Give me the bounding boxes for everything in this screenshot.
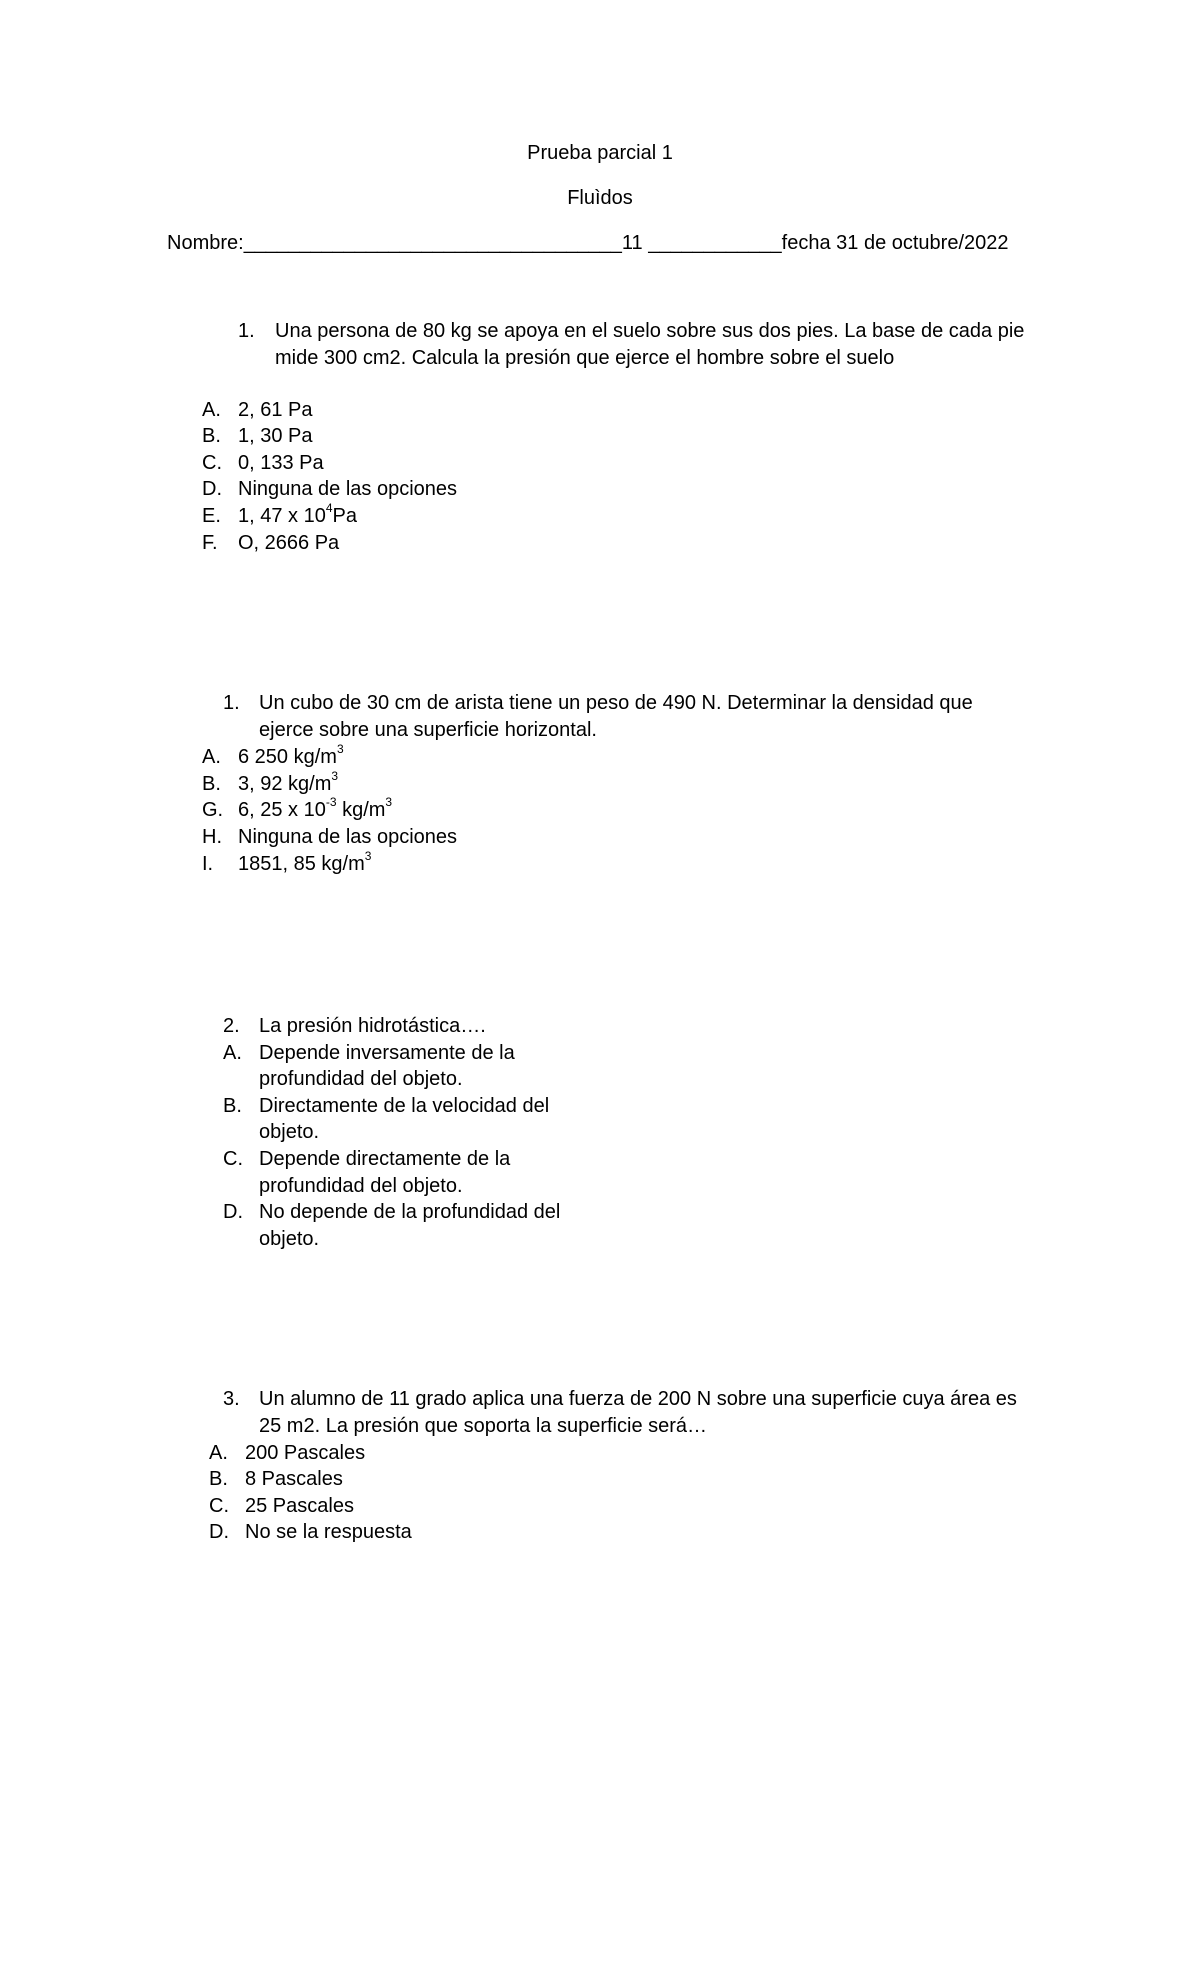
option-unit: kg/m (342, 799, 386, 821)
option-letter: C. (202, 452, 222, 474)
option-letter: B. (202, 773, 221, 795)
option-text: 2, 61 Pa (238, 399, 313, 421)
option-text: 1, 30 Pa (238, 425, 313, 447)
option-text: Ninguna de las opciones (238, 478, 458, 500)
question-number: 1. (223, 692, 240, 714)
superscript: 3 (385, 795, 393, 810)
option-value: 1, 47 x 10 (238, 505, 326, 527)
option-text-line: Depende inversamente de la (259, 1042, 515, 1064)
name-date-line: Nombre:__________________________________11 ____________fecha 31 de octubre/2022 (167, 232, 1009, 254)
option-text: 0, 133 Pa (238, 452, 324, 474)
option-unit: Pa (332, 505, 357, 527)
question-text-line: ejerce sobre una superficie horizontal. (259, 719, 597, 741)
option-text: O, 2666 Pa (238, 532, 340, 554)
question-text-line: Una persona de 80 kg se apoya en el suelo sobre sus dos pies. La base de cada pie (275, 320, 1025, 342)
option-letter: B. (202, 425, 221, 447)
superscript: 3 (364, 849, 372, 864)
superscript: 3 (331, 769, 339, 784)
option-text-line: objeto. (259, 1121, 320, 1143)
option-value: 3, 92 kg/m (238, 773, 332, 795)
option-text-line: Directamente de la velocidad del (259, 1095, 550, 1117)
option-text: 25 Pascales (245, 1495, 354, 1517)
question-number: 2. (223, 1015, 240, 1037)
option-text: 8 Pascales (245, 1468, 343, 1490)
question-text-line: La presión hidrotástica…. (259, 1015, 486, 1037)
option-letter: F. (202, 532, 218, 554)
option-letter: H. (202, 826, 222, 848)
question-number: 1. (238, 320, 255, 342)
option-text-line: Depende directamente de la (259, 1148, 511, 1170)
question-number: 3. (223, 1388, 240, 1410)
option-value: 1851, 85 kg/m (238, 853, 365, 875)
option-value: 6, 25 x 10 (238, 799, 326, 821)
option-text (238, 744, 344, 770)
option-text: Ninguna de las opciones (238, 826, 458, 848)
option-letter: D. (209, 1521, 229, 1543)
option-text-line: profundidad del objeto. (259, 1068, 463, 1090)
option-letter: G. (202, 799, 224, 821)
option-letter: E. (202, 505, 221, 527)
option-letter: B. (223, 1095, 242, 1117)
option-letter: A. (223, 1042, 242, 1064)
question-text-line: Un cubo de 30 cm de arista tiene un peso de 490 N. Determinar la densidad que (259, 692, 973, 714)
option-text (238, 851, 371, 877)
option-text (238, 503, 357, 529)
option-text-line: objeto. (259, 1228, 320, 1250)
superscript: -3 (325, 795, 337, 810)
option-letter: C. (209, 1495, 229, 1517)
option-text (238, 797, 392, 823)
question-text-line: Un alumno de 11 grado aplica una fuerza de 200 N sobre una superficie cuya área es (259, 1388, 1017, 1410)
option-letter: A. (202, 746, 221, 768)
option-text (238, 771, 338, 797)
option-letter: A. (209, 1442, 228, 1464)
option-text-line: No depende de la profundidad del (259, 1201, 561, 1223)
option-letter: A. (202, 399, 221, 421)
option-letter: I. (202, 853, 214, 875)
option-text: 200 Pascales (245, 1442, 366, 1464)
question-text-line: 25 m2. La presión que soporta la superficie será… (259, 1415, 708, 1437)
option-letter: D. (202, 478, 222, 500)
page-title: Prueba parcial 1 (527, 142, 673, 164)
option-text-line: profundidad del objeto. (259, 1175, 463, 1197)
option-text: No se la respuesta (245, 1521, 412, 1543)
page-subtitle: Fluìdos (567, 187, 633, 209)
superscript: 4 (325, 501, 333, 516)
option-value: 6 250 kg/m (238, 746, 337, 768)
option-letter: C. (223, 1148, 243, 1170)
option-letter: B. (209, 1468, 228, 1490)
superscript: 3 (336, 742, 344, 757)
question-text-line: mide 300 cm2. Calcula la presión que ejerce el hombre sobre el suelo (275, 347, 895, 369)
option-letter: D. (223, 1201, 243, 1223)
